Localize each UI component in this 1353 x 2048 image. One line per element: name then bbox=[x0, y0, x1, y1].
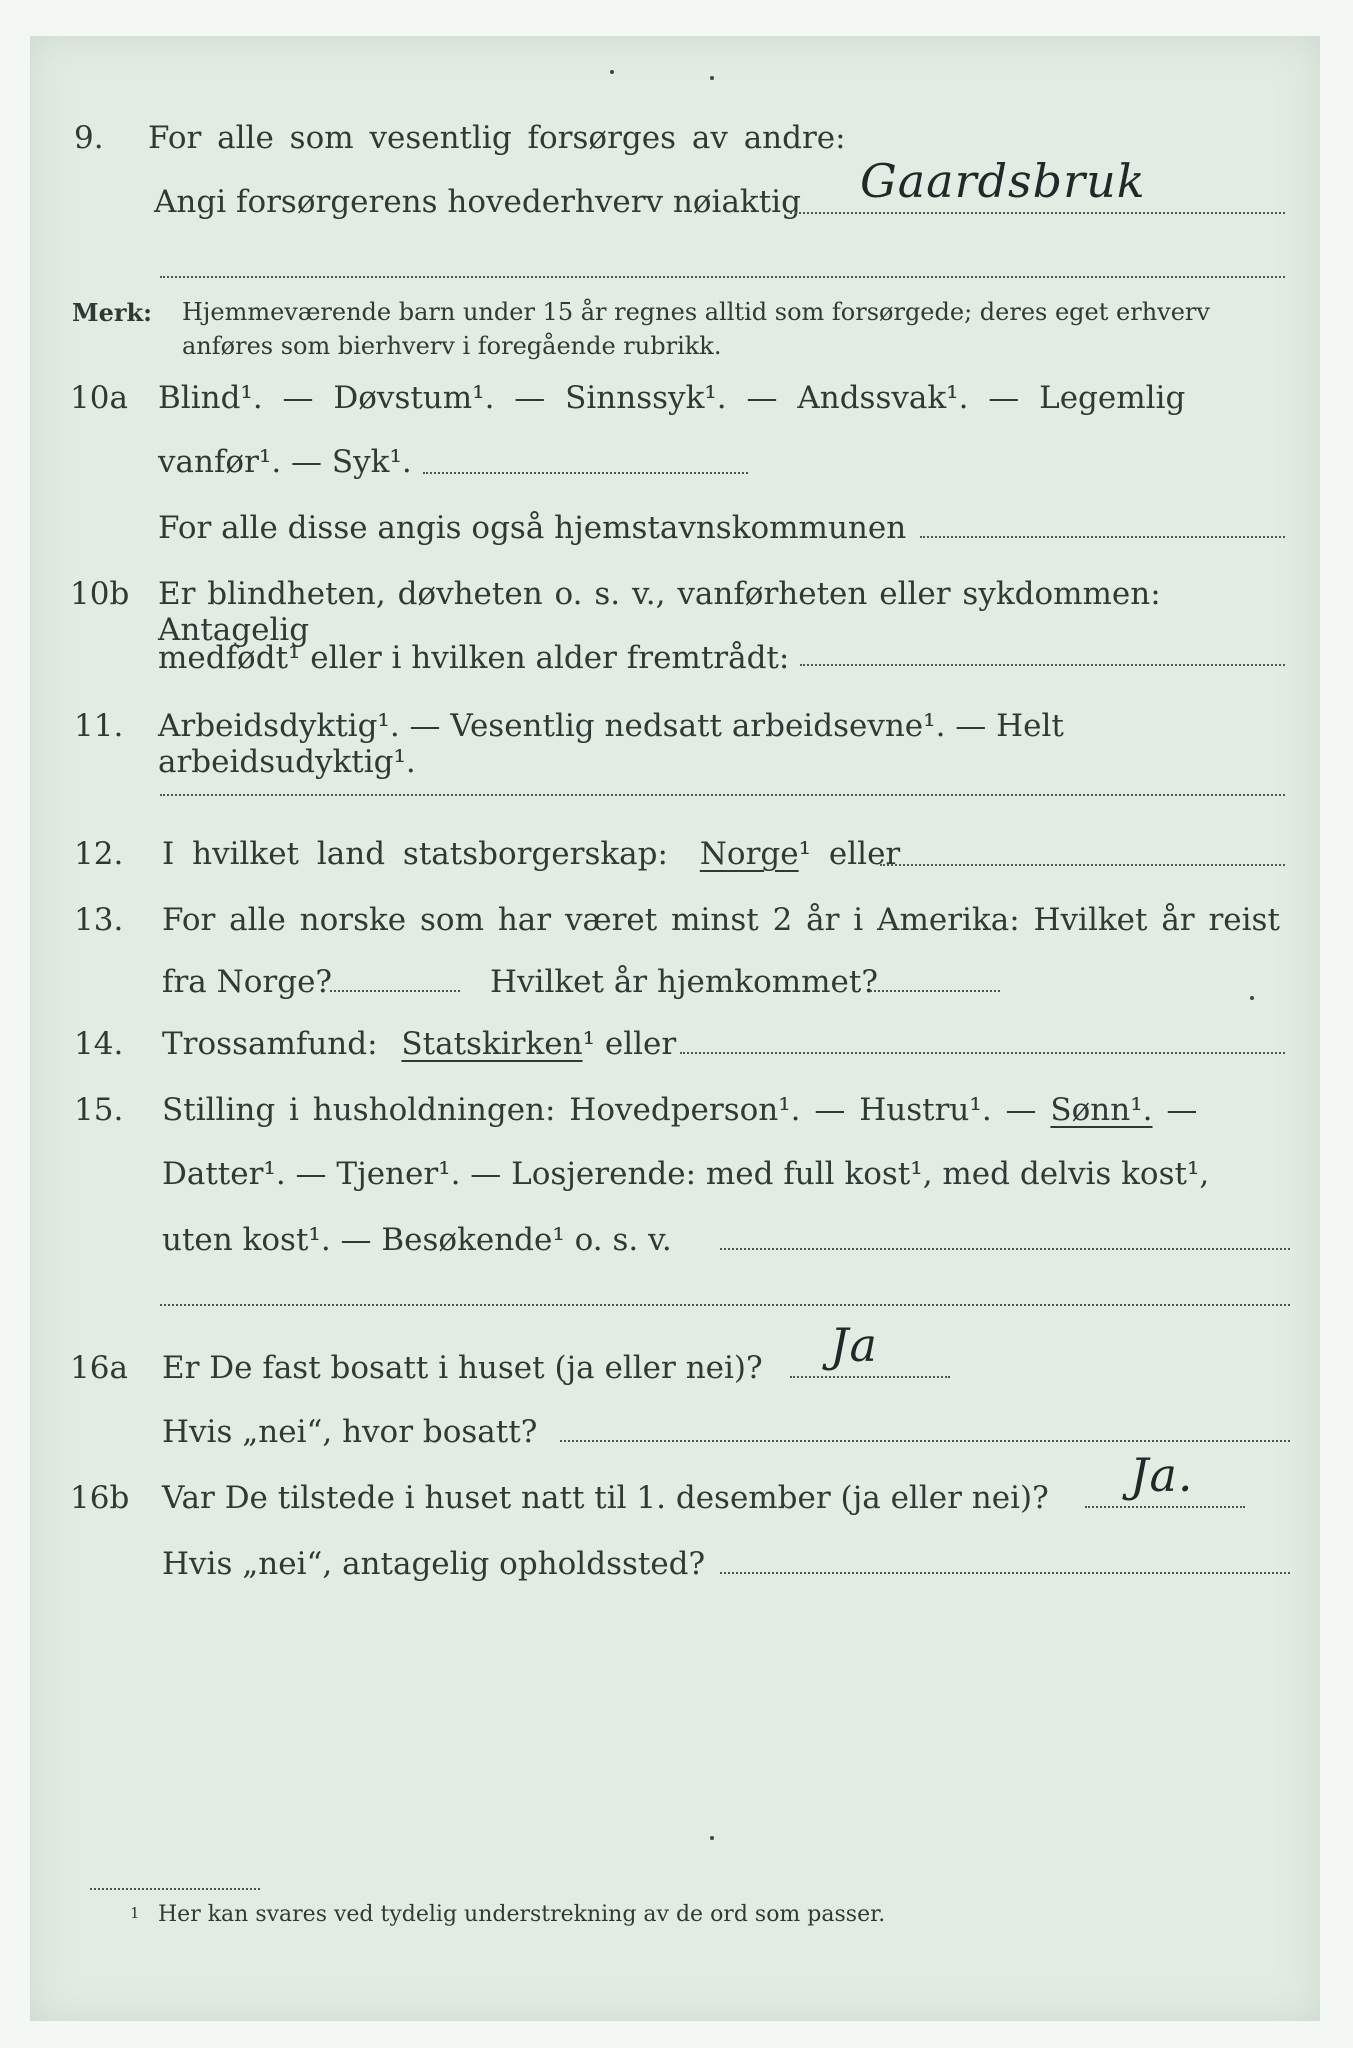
q11-line1: Arbeidsdyktig¹. — Vesentlig nedsatt arbeidsevne¹. — Helt arbeidsudyktig¹. bbox=[158, 708, 1064, 780]
q14-question bbox=[162, 1026, 676, 1062]
q14-post: ¹ eller bbox=[582, 1026, 677, 1062]
q10a-hjemstavn-line[interactable] bbox=[920, 536, 1285, 538]
q12-number: 12. bbox=[74, 836, 124, 872]
q10b-number: 10b bbox=[70, 576, 130, 612]
footnote-rule bbox=[90, 1888, 260, 1890]
q15-underlined-sonn: Sønn¹. bbox=[1050, 1092, 1153, 1128]
q13-line1: For alle norske som har været minst 2 år i Amerika: Hvilket år reist bbox=[162, 902, 1280, 938]
merk-line2: anføres som bierhverv i foregående rubrikk. bbox=[182, 332, 722, 360]
q16b-answer-line[interactable] bbox=[1085, 1506, 1245, 1508]
q10b-answer-line[interactable] bbox=[800, 664, 1285, 666]
q15-number: 15. bbox=[74, 1092, 124, 1128]
q16b-handwritten-answer: Ja. bbox=[1130, 1448, 1194, 1502]
q10a-line2: vanfør¹. — Syk¹. bbox=[158, 444, 412, 480]
q16a-bosatt-line[interactable] bbox=[560, 1440, 1290, 1442]
q12-pre: I hvilket land statsborgerskap: bbox=[162, 836, 668, 872]
q16b-number: 16b bbox=[70, 1480, 130, 1516]
q10a-number: 10a bbox=[70, 380, 128, 416]
q16b-line2: Hvis „nei“, antagelig opholdssted? bbox=[162, 1546, 706, 1582]
q12-underlined-norge: Norge bbox=[699, 836, 799, 872]
q16a-answer-line[interactable] bbox=[790, 1376, 950, 1378]
q16a-handwritten-answer: Ja bbox=[830, 1318, 878, 1372]
q13-line2a: fra Norge? bbox=[162, 964, 333, 1000]
merk-line1: Hjemmeværende barn under 15 år regnes alltid som forsørgede; deres eget erhverv bbox=[182, 298, 1210, 326]
q14-answer-line[interactable] bbox=[680, 1052, 1285, 1054]
q16b-opholdssted-line[interactable] bbox=[720, 1572, 1290, 1574]
q16a-line2: Hvis „nei“, hvor bosatt? bbox=[162, 1414, 538, 1450]
paper-speck bbox=[710, 76, 714, 80]
merk-label: Merk: bbox=[72, 298, 152, 327]
q9-extra-line[interactable] bbox=[160, 276, 1285, 278]
q10b-line1: Er blindheten, døvheten o. s. v., vanførheten eller sykdommen: Antagelig bbox=[158, 576, 1161, 648]
footnote-text: Her kan svares ved tydelig understrekning av de ord som passer. bbox=[158, 1902, 886, 1927]
q16a-line1: Er De fast bosatt i huset (ja eller nei)? bbox=[162, 1350, 763, 1386]
q15-line3: uten kost¹. — Besøkende¹ o. s. v. bbox=[162, 1222, 672, 1258]
q16b-line1: Var De tilstede i huset natt til 1. desember (ja eller nei)? bbox=[162, 1480, 1049, 1516]
paper-speck bbox=[610, 70, 614, 74]
paper-speck bbox=[1250, 996, 1254, 1000]
q14-pre: Trossamfund: bbox=[162, 1026, 378, 1062]
q15-line1a: Stilling i husholdningen: Hovedperson¹. — Hustru¹. — bbox=[162, 1092, 1037, 1128]
footnote-mark: 1 bbox=[130, 1904, 140, 1922]
q15-extra-line[interactable] bbox=[160, 1304, 1290, 1306]
q11-number: 11. bbox=[74, 708, 124, 744]
q13-hjemkommet-line[interactable] bbox=[870, 990, 1000, 992]
q9-number: 9. bbox=[74, 120, 104, 156]
q10b-line2: medfødt¹ eller i hvilken alder fremtrådt: bbox=[158, 640, 790, 676]
census-form-page bbox=[30, 36, 1320, 2021]
q9-line2: Angi forsørgerens hovederhverv nøiaktig bbox=[154, 184, 801, 220]
q16a-number: 16a bbox=[70, 1350, 128, 1386]
q15-line1b: — bbox=[1166, 1092, 1198, 1128]
q13-line2b: Hvilket år hjemkommet? bbox=[490, 964, 878, 1000]
q10a-syk-line[interactable] bbox=[423, 472, 748, 474]
q13-number: 13. bbox=[74, 902, 124, 938]
paper-speck bbox=[710, 1836, 714, 1840]
q14-number: 14. bbox=[74, 1026, 124, 1062]
q15-answer-line[interactable] bbox=[720, 1248, 1290, 1250]
q15-line2: Datter¹. — Tjener¹. — Losjerende: med full kost¹, med delvis kost¹, bbox=[162, 1156, 1210, 1192]
q12-answer-line[interactable] bbox=[880, 864, 1285, 866]
q14-underlined-statskirken: Statskirken bbox=[401, 1026, 583, 1062]
q10a-line1: Blind¹. — Døvstum¹. — Sinnssyk¹. — Andssvak¹. — Legemlig bbox=[158, 380, 1186, 416]
q15-line1 bbox=[162, 1092, 1197, 1128]
q11-answer-line[interactable] bbox=[160, 794, 1285, 796]
q12-question bbox=[162, 836, 900, 872]
q9-handwritten-answer: Gaardsbruk bbox=[860, 154, 1146, 208]
q9-line1: For alle som vesentlig forsørges av andre: bbox=[148, 120, 846, 156]
q10a-line3: For alle disse angis også hjemstavnskommunen bbox=[158, 510, 907, 546]
q13-reist-line[interactable] bbox=[330, 990, 460, 992]
q9-answer-line[interactable] bbox=[790, 212, 1285, 214]
q12-post: ¹ eller bbox=[798, 836, 901, 872]
